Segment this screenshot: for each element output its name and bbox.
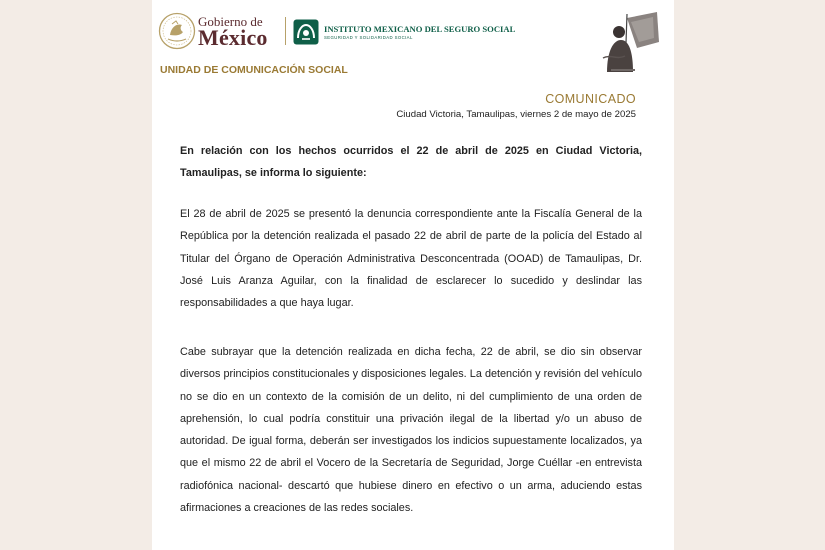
government-label-line2: México (198, 25, 268, 50)
document-page (152, 0, 674, 550)
dateline: Ciudad Victoria, Tamaulipas, viernes 2 de mayo de 2025 (396, 109, 636, 120)
government-label-line1: Gobierno de (198, 14, 263, 29)
mexico-coat-of-arms-icon (158, 12, 196, 50)
paragraph-1: El 28 de abril de 2025 se presentó la denuncia correspondiente ante la Fiscalía General de la República por la detención realizada el pasado 22 de abril de parte de la policía del Estado al Titular del Órgano de Operación Administrativa Desconcentrada (OOAD) de Tamaulipas, Dr. José Luis Aranza Aguilar, con la finalidad de esclarecer lo sucedido y deslindar las responsabilidades a que haya lugar. (180, 208, 642, 310)
unit-label: UNIDAD DE COMUNICACIÓN SOCIAL (160, 64, 348, 76)
document-type: COMUNICADO (545, 92, 636, 106)
institute-name: INSTITUTO MEXICANO DEL SEGURO SOCIAL (324, 24, 516, 34)
logo-divider (285, 17, 286, 45)
paragraph-2: Cabe subrayar que la detención realizada en dicha fecha, 22 de abril, se dio sin observar diversos principios constitucionales y disposiciones legales. La detención y revisión del vehículo no se dio en un contexto de la comisión de un delito, ni del cumplimiento de una orden de aprehensión, lo cual podría constituir una privación ilegal de la libertad y/o un abuso de autoridad. De igual forma, deberán ser investigados los indicios supuestamente localizados, ya que el mismo 22 de abril el Vocero de la Secretaría de Seguridad, Jorge Cuéllar -en entrevista radiofónica nacional- descartó que hubiese dinero en efectivo o un arma, aduciendo estas afirmaciones a creaciones de las redes sociales. (180, 346, 642, 515)
institute-tagline: SEGURIDAD Y SOLIDARIDAD SOCIAL (324, 35, 413, 40)
flag-woman-illustration-icon (597, 8, 663, 74)
imss-logo-icon (293, 19, 319, 45)
intro-statement: En relación con los hechos ocurridos el 22 de abril de 2025 en Ciudad Victoria, Tamaulipas, se informa lo siguiente: (180, 145, 642, 180)
